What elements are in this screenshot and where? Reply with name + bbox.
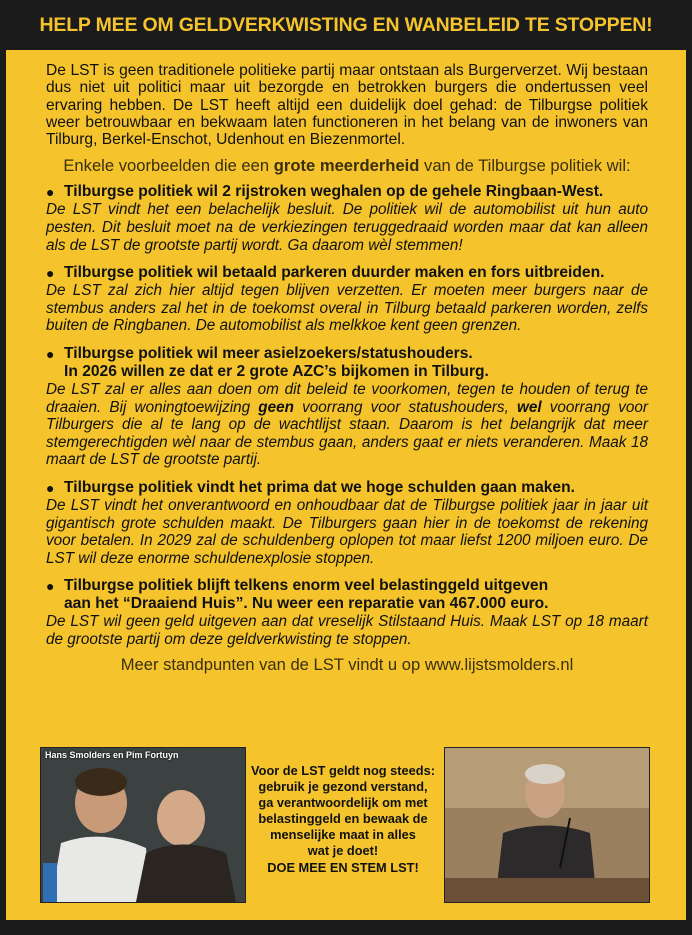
slogan-call-to-action: DOE MEE EN STEM LST! <box>267 859 419 875</box>
photo-speaker <box>444 747 650 903</box>
slogan-line: wat je doet! <box>307 843 379 859</box>
page-title: HELP MEE OM GELDVERKWISTING EN WANBELEID TE STOPPEN! <box>39 14 653 36</box>
header-bar <box>6 0 686 50</box>
intro-paragraph: De LST is geen traditionele politieke partij maar ontstaan als Burgerverzet. Wij bestaan dus niet uit politici maar uit bezorgde en betrokken burgers die ondertussen veel ervaring hebben. De LST heeft altijd een duidelijk doel gehad: de Tilburgse politiek weer betrouwbaar en bekwaam laten functioneren in het belang van de inwoners van Tilburg, Berkel-Enschot, Udenhout en Biezenmortel. <box>46 62 648 149</box>
item-heading: Tilburgse politiek wil betaald parkeren duurder maken en fors uitbreiden. <box>64 264 605 282</box>
item-body-part: voorrang voor statushouders, <box>294 398 517 416</box>
photo-caption: Hans Smolders en Pim Fortuyn <box>45 750 179 760</box>
slogan-line: ga verantwoordelijk om met <box>258 795 428 811</box>
photo-illustration <box>41 748 245 902</box>
item-body: De LST wil geen geld uitgeven aan dat vreselijk Stilstaand Huis. Maak LST op 18 maart de grootste partij om deze geldverkwisting te stoppen. <box>46 613 648 648</box>
bullet-icon: ● <box>46 346 55 363</box>
lead-after: van de Tilburgse politiek wil: <box>419 156 631 176</box>
list-item <box>46 479 648 567</box>
main-content <box>46 62 648 675</box>
lead-bold: grote meerderheid <box>273 156 420 176</box>
list-item <box>46 345 648 469</box>
item-body-part: De LST zal er alles aan doen om dit beleid te voorkomen, tegen te houden of terug te draaien. Bij woningtoewijzing <box>46 381 648 416</box>
item-heading: Tilburgse politiek vindt het prima dat we hoge schulden gaan maken. <box>64 479 575 497</box>
bullet-icon: ● <box>46 265 55 282</box>
slogan-line: gebruik je gezond verstand, <box>258 779 428 795</box>
bullet-icon: ● <box>46 480 55 497</box>
bullet-icon: ● <box>46 184 55 201</box>
slogan-line: belastinggeld en bewaak de <box>258 811 428 827</box>
item-body-part: voorrang voor Tilburgers die al te lang op de wachtlijst staan. Daarom is het belangrijk dat meer stemgerechtigden wèl naar de stembus gaan, anders gaat er niets veranderen. Maak 18 maart de LST de grootste partij. <box>46 398 648 469</box>
item-heading <box>64 577 548 613</box>
item-body-emphasis: wel <box>516 398 542 416</box>
item-body-emphasis: geen <box>258 398 294 416</box>
lead-sentence <box>46 156 648 175</box>
list-item <box>46 577 648 648</box>
slogan-text <box>245 763 441 876</box>
photo-smolders-fortuyn <box>40 747 246 903</box>
slogan-line: Voor de LST geldt nog steeds: <box>251 763 435 778</box>
item-heading: Tilburgse politiek wil 2 rijstroken weghalen op de gehele Ringbaan-West. <box>64 183 604 201</box>
item-body <box>46 381 648 469</box>
item-heading-line1: Tilburgse politiek blijft telkens enorm veel belastinggeld uitgeven <box>64 577 549 595</box>
photo-illustration <box>445 748 649 902</box>
item-body: De LST vindt het een belachelijk besluit. De politiek wil de automobilist uit hun auto pesten. Dit besluit moet na de verkiezingen teruggedraaid worden maar dat kan alleen als de LST de grootste partij wordt. Ga daarom wèl stemmen! <box>46 201 648 254</box>
website-link-text: Meer standpunten van de LST vindt u op www.lijstsmolders.nl <box>120 654 574 674</box>
slogan-line: menselijke maat in alles <box>270 827 416 843</box>
item-heading <box>64 345 489 381</box>
item-heading-line2: aan het “Draaiend Huis”. Nu weer een reparatie van 467.000 euro. <box>64 595 549 613</box>
item-body: De LST zal zich hier altijd tegen blijven verzetten. Er moeten meer burgers naar de stembus anders zal het in de toekomst overal in Tilburg betaald parkeren worden, zelfs buiten de Ringbanen. De automobilist als melkkoe kent geen grenzen. <box>46 282 648 335</box>
list-item <box>46 264 648 335</box>
item-heading-line1: Tilburgse politiek wil meer asielzoekers/statushouders. <box>64 345 473 363</box>
item-heading-line2: In 2026 willen ze dat er 2 grote AZC’s bijkomen in Tilburg. <box>64 363 489 381</box>
item-body: De LST vindt het onverantwoord en onhoudbaar dat de Tilburgse politiek jaar in jaar uit gigantisch grote schulden maakt. De Tilburgers gaan hier in de toekomst de rekening voor betalen. In 2029 zal de schuldenberg oplopen tot maar liefst 1200 miljoen euro. De LST wil deze enorme schuldenexplosie stoppen. <box>46 497 648 567</box>
lead-before: Enkele voorbeelden die een <box>63 156 274 176</box>
list-item <box>46 183 648 254</box>
bullet-icon: ● <box>46 578 55 595</box>
